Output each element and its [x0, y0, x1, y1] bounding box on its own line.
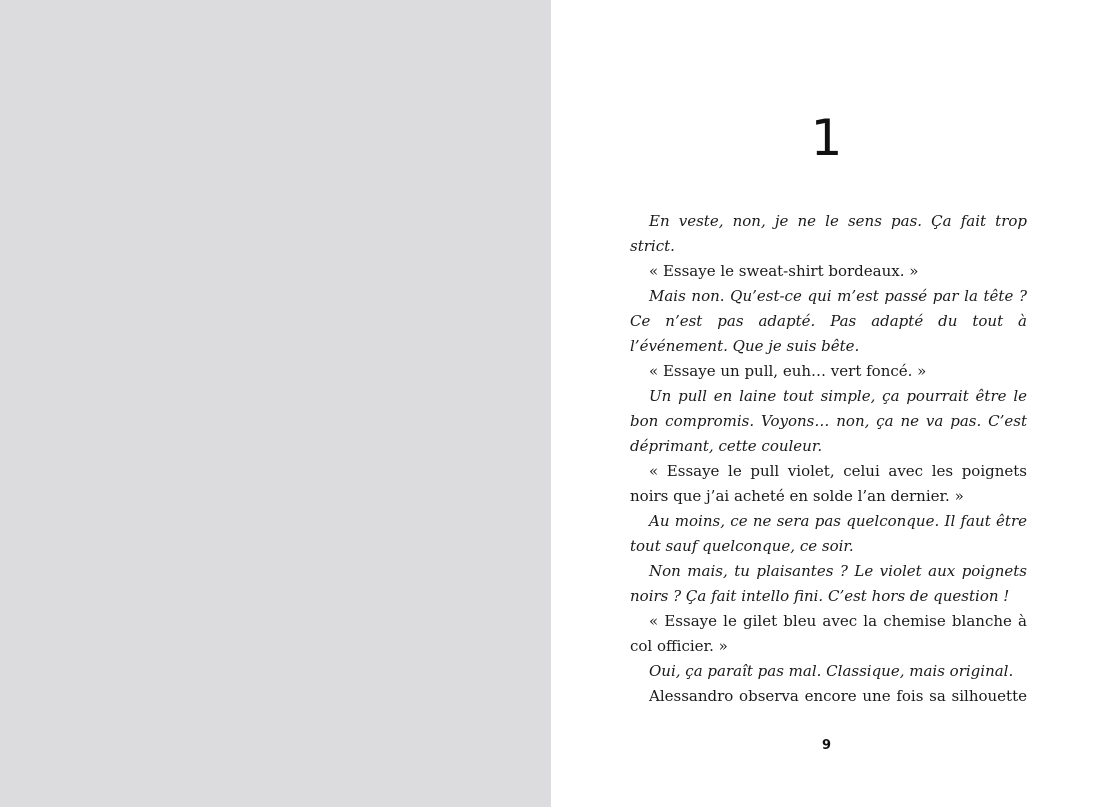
paragraph: « Essaye le gilet bleu avec la chemise blanche à col officier. » — [630, 612, 1027, 655]
right-page — [551, 0, 1102, 807]
paragraph: Alessandro observa encore une fois sa silhouette — [649, 687, 1027, 705]
paragraph: Oui, ça paraît pas mal. Classique, mais original. — [649, 662, 1014, 680]
paragraph: Au moins, ce ne sera pas quelconque. Il faut être tout sauf quelconque, ce soir. — [630, 512, 1027, 555]
paragraph: « Essaye le pull violet, celui avec les poignets noirs que j’ai acheté en solde l’an dernier. » — [630, 462, 1027, 505]
body-text — [630, 209, 1027, 709]
paragraph: « Essaye un pull, euh… vert foncé. » — [649, 362, 927, 380]
paragraph: « Essaye le sweat-shirt bordeaux. » — [649, 262, 919, 280]
paragraph: Mais non. Qu’est-ce qui m’est passé par la tête ? Ce n’est pas adapté. Pas adapté du tout à l’événement. Que je suis bête. — [630, 287, 1027, 355]
paragraph: En veste, non, je ne le sens pas. Ça fait trop strict. — [630, 212, 1027, 255]
chapter-number: 1 — [810, 109, 843, 167]
paragraph: Non mais, tu plaisantes ? Le violet aux poignets noirs ? Ça fait intello fini. C’est hors de question ! — [630, 562, 1027, 605]
page-number: 9 — [821, 738, 832, 753]
paragraph: Un pull en laine tout simple, ça pourrait être le bon compromis. Voyons… non, ça ne va pas. C’est déprimant, cette couleur. — [630, 387, 1027, 455]
